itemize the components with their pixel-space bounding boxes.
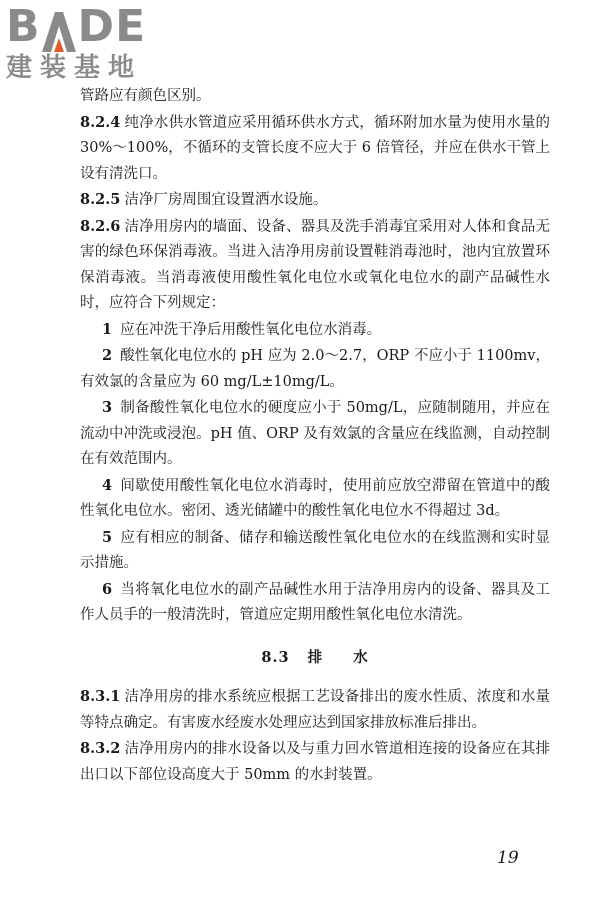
clause-8-2-6 [80, 214, 550, 317]
logo-letters-de: DE [77, 1, 147, 52]
section-heading-8-3 [80, 645, 550, 671]
section-title-char-2: 水 [353, 648, 369, 666]
item-text: 间歇使用酸性氧化电位水消毒时，使用前应放空滞留在管道中的酸性氧化电位水。密闭、透光储罐中的酸性氧化电位水不得超过 3d。 [80, 477, 550, 519]
item-text: 应在冲洗干净后用酸性氧化电位水消毒。 [120, 321, 382, 338]
item-number: 3 [102, 399, 113, 416]
clause-text: 洁净用房内的排水设备以及与重力回水管道相连接的设备应在其排出口以下部位设高度大于 50mm 的水封装置。 [80, 741, 550, 783]
list-item-2 [80, 343, 550, 395]
section-number: 8.3 [261, 648, 290, 666]
list-item-3 [80, 395, 550, 473]
clause-text: 洁净用房内的墙面、设备、器具及洗手消毒宜采用对人体和食品无害的绿色环保消毒液。当进入洁净用房前设置鞋消毒池时，池内宜放置环保消毒液。当消毒液使用酸性氧化电位水或氧化电位水的副产品碱性水时，应符合下列规定： [80, 218, 550, 311]
clause-text: 洁净厂房周围宜设置洒水设施。 [124, 192, 328, 208]
list-item-6 [80, 577, 550, 629]
logo-a-shape-icon [42, 10, 76, 50]
logo-wordmark [6, 1, 186, 52]
section-title-char-1: 排 [307, 648, 324, 666]
list-item-1 [80, 317, 550, 344]
item-text: 当将氧化电位水的副产品碱性水用于洁净用房内的设备、器具及工作人员手的一般清洗时，管道应定期用酸性氧化电位水清洗。 [80, 581, 550, 623]
item-text: 应有相应的制备、储存和输送酸性氧化电位水的在线监测和实时显示措施。 [80, 529, 550, 571]
list-item-4 [80, 473, 550, 525]
list-item-5 [80, 525, 550, 577]
clause-number: 8.2.6 [80, 217, 121, 235]
logo-subtitle: 建装基地 [6, 53, 143, 83]
logo-letter-b: B [6, 1, 41, 52]
document-body [80, 84, 550, 788]
item-number: 5 [102, 528, 113, 546]
item-text: 酸性氧化电位水的 pH 应为 2.0～2.7，ORP 不应小于 1100mv，有效氯的含量应为 60 mg/L±10mg/L。 [80, 348, 550, 390]
item-number: 1 [102, 320, 113, 338]
item-text: 制备酸性氧化电位水的硬度应小于 50mg/L，应随制随用，并应在流动中冲洗或浸泡。pH 值、ORP 及有效氯的含量应在线监测，自动控制在有效范围内。 [80, 400, 550, 467]
clause-8-3-1 [80, 684, 550, 736]
bade-logo [6, 1, 186, 90]
clause-number: 8.2.4 [80, 113, 121, 131]
clause-number: 8.3.1 [80, 688, 121, 705]
clause-number: 8.2.5 [80, 191, 121, 208]
clause-number: 8.3.2 [80, 740, 121, 757]
page-number: 19 [497, 848, 519, 868]
clause-text: 洁净用房的排水系统应根据工艺设备排出的废水性质、浓度和水量等特点确定。有害废水经废水处理应达到国家排放标准后排出。 [80, 689, 550, 731]
item-number: 2 [102, 347, 113, 364]
clause-8-2-5 [80, 187, 550, 214]
item-number: 4 [102, 476, 113, 494]
clause-8-2-4 [80, 110, 550, 188]
clause-text: 纯净水供水管道应采用循环供水方式，循环附加水量为使用水量的 30%～100%，不循环的支管长度不应大于 6 倍管径，并应在供水干管上设有清洗口。 [80, 114, 550, 182]
item-number: 6 [102, 580, 113, 598]
clause-8-3-2 [80, 736, 550, 788]
continued-line: 管路应有颜色区别。 [80, 88, 211, 104]
